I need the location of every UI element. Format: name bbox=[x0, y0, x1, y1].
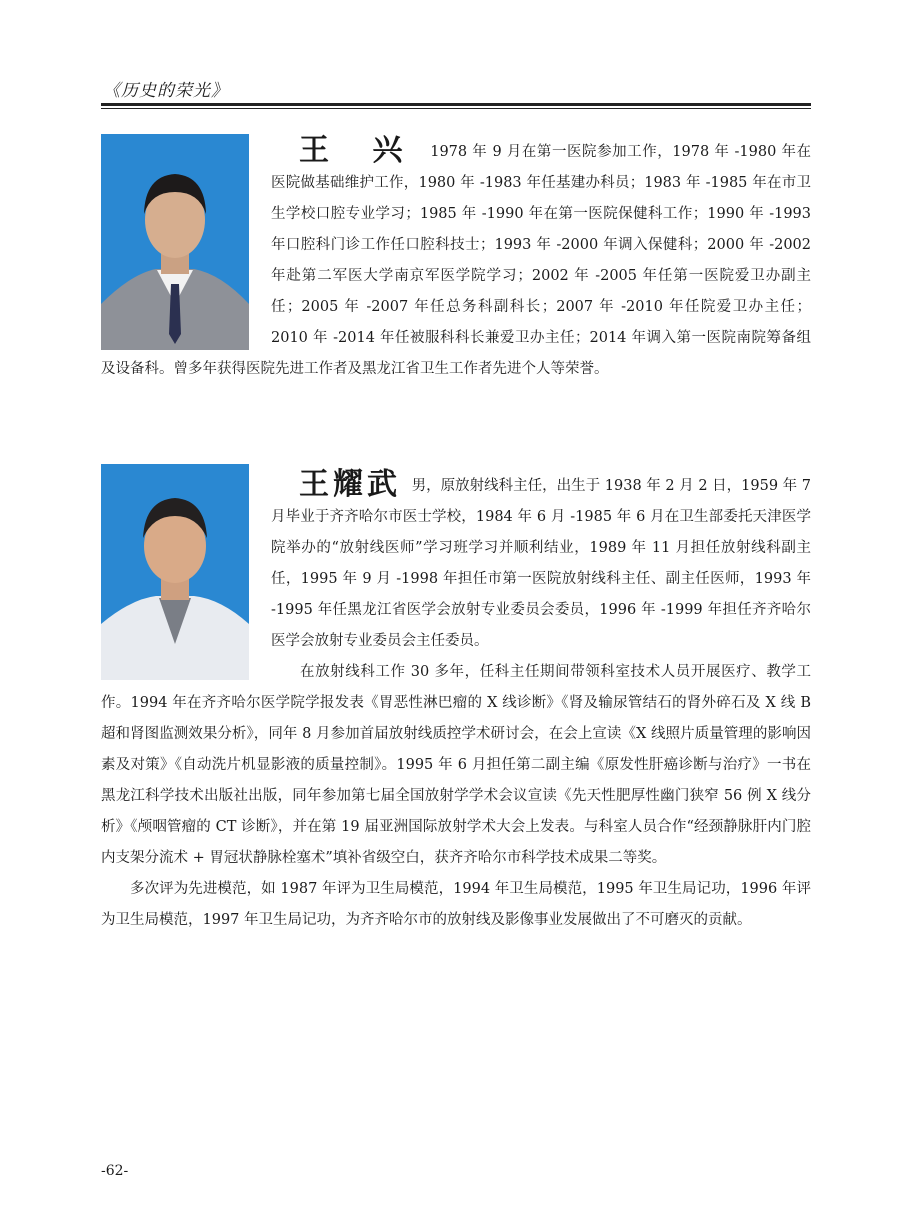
person2-bio-text: 男，原放射线科主任，出生于 1938 年 2 月 2 日，1959 年 7 月毕业于齐齐哈尔市医士学校，1984 年 6 月 -1985 年 6 月在卫生部委托天津医学院举办的“放射线医师”学习班学习并顺利结业，1989 年 11 月担任放射线科副主任，1995 年 9 月 -1998 年担任市第一医院放射线科主任、副主任医师，1993 年 -1995 年任黑龙江省医学会放射专业委员会委员，1996 年 -1999 年担任齐齐哈尔医学会放射专业委员会主任委员。 bbox=[271, 478, 812, 649]
header-rule-thin bbox=[101, 108, 811, 109]
person1-name-inline: 王 兴 bbox=[299, 133, 420, 168]
person1-bio-flow bbox=[101, 135, 811, 385]
person1-bio-text: 1978 年 9 月在第一医院参加工作，1978 年 -1980 年在医院做基础维护工作，1980 年 -1983 年任基建办科员；1983 年 -1985 年在市卫生学校口腔专业学习；1985 年 -1990 年在第一医院保健科工作；1990 年 -1993 年口腔科门诊工作任口腔科技士；1993 年 -2000 年调入保健科；2000 年 -2002 年赴第二军医大学南京军医学院学习；2002 年 -2005 年任第一医院爱卫办副主任；2005 年 -2007 年任总务科副科长；2007 年 -2010 年任院爱卫办主任；2010 年 -2014 年任被服科科长兼爱卫办主任；2014 年调入第一医院南院筹备组及设备科。曾多年获得医院先进工作者及黑龙江省卫生工作者先进个人等荣誉。 bbox=[101, 144, 812, 377]
person2-name: 王耀武 bbox=[299, 467, 402, 502]
page-number: -62- bbox=[101, 1163, 129, 1179]
person2-paragraph-2: 在放射线科工作 30 多年，任科主任期间带领科室技术人员开展医疗、教学工作。1994 年在齐齐哈尔医学院学报发表《胃恶性淋巴瘤的 X 线诊断》《肾及输尿管结石的肾外碎石及 X 线 B 超和肾图监测效果分析》，同年 8 月参加首届放射线质控学术研讨会，在会上宣读《X 线照片质量管理的影响因素及对策》《自动洗片机显影液的质量控制》。1995 年 6 月担任第二副主编《原发性肝癌诊断与治疗》一书在黑龙江科学技术出版社出版，同年参加第七届全国放射学学术会议宣读《先天性肥厚性幽门狭窄 56 例 X 线分析》《颅咽管瘤的 CT 诊断》，并在第 19 届亚洲国际放射学术大会上发表。与科室人员合作“经颈静脉肝内门腔内支架分流术 + 胃冠状静脉栓塞术”填补省级空白，获齐齐哈尔市科学技术成果二等奖。 bbox=[101, 664, 811, 866]
header-rule bbox=[101, 103, 811, 106]
person2-bio-flow bbox=[101, 469, 811, 936]
header-title: 《历史的荣光》 bbox=[103, 81, 229, 101]
person2-paragraph-3: 多次评为先进模范，如 1987 年评为卫生局模范，1994 年卫生局模范，1995 年卫生局记功，1996 年评为卫生局模范，1997 年卫生局记功，为齐齐哈尔市的放射线及影像事业发展做出了不可磨灭的贡献。 bbox=[101, 881, 811, 928]
